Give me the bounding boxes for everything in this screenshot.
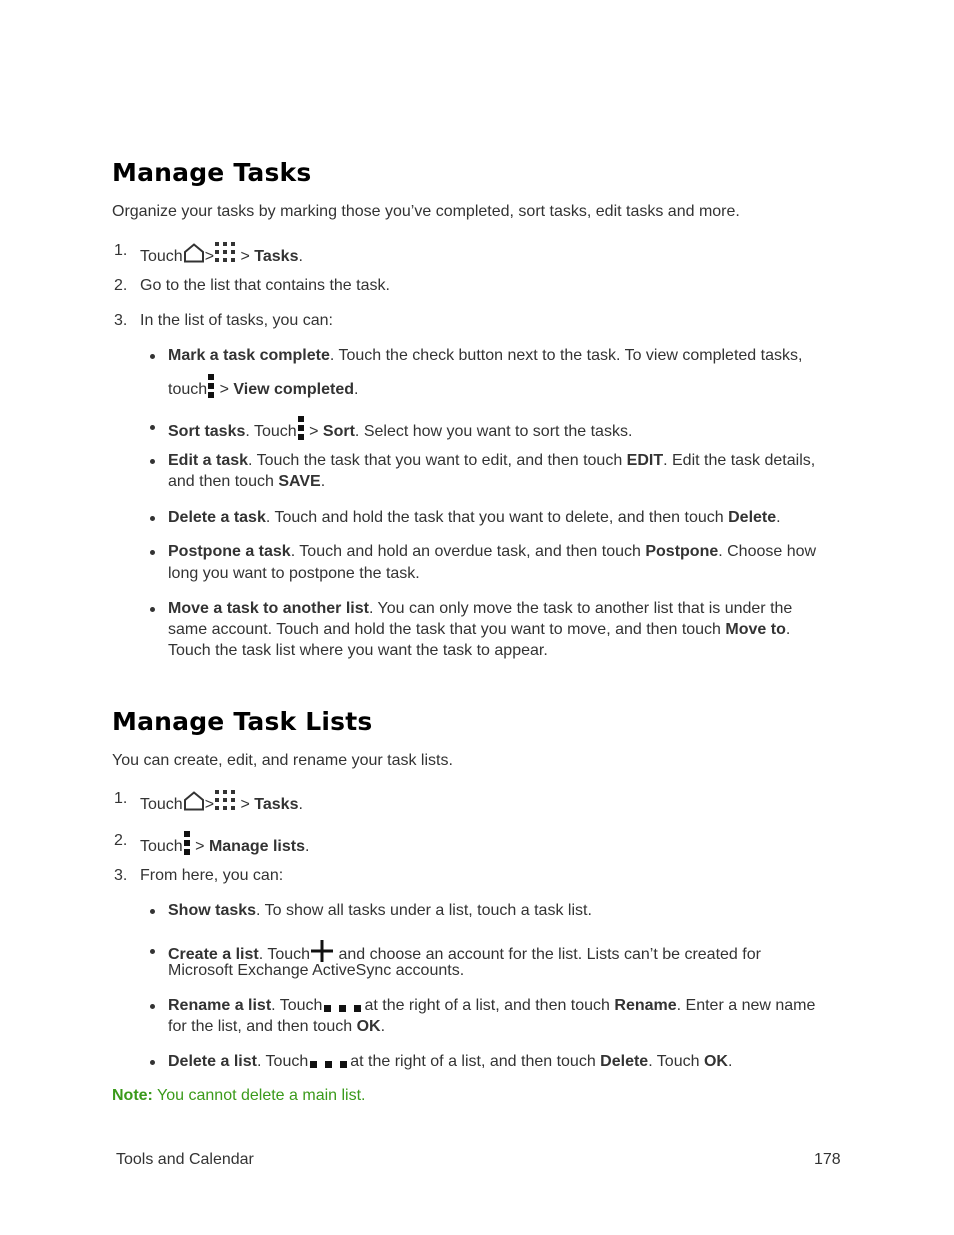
- bold-term: Mark a task complete: [168, 347, 330, 364]
- separator: >: [240, 796, 250, 813]
- bold-term: Delete: [600, 1053, 649, 1070]
- bold-term: Sort tasks: [168, 423, 246, 440]
- bullet-text: . Touch: [258, 946, 311, 963]
- more-horizontal-icon: [322, 997, 364, 1018]
- bullet-text: same account. Touch and hold the task that you want to move, and then touch: [168, 621, 726, 638]
- bold-term: Rename: [614, 997, 677, 1014]
- bullet-text: . Touch: [648, 1053, 704, 1070]
- bullet-rename-list: [168, 995, 815, 1018]
- step-number: 2.: [114, 277, 128, 294]
- bullet-postpone-task-line2: long you want to postpone the task.: [168, 565, 420, 582]
- bullet-text: and choose an account for the list. Lists can’t be created for: [338, 946, 761, 963]
- bullet-postpone-task: [168, 541, 816, 562]
- bullet-text: . Touch: [271, 997, 323, 1014]
- bullet-text: . Touch and hold an overdue task, and then touch: [290, 543, 646, 560]
- bold-term: EDIT: [626, 452, 664, 469]
- bullet: [150, 1004, 155, 1009]
- bold-term: Show tasks: [168, 902, 257, 919]
- punct: .: [304, 838, 310, 855]
- bold-term: Create a list: [168, 946, 259, 963]
- footer-chapter: Tools and Calendar: [116, 1151, 254, 1168]
- separator: >: [219, 381, 229, 398]
- bullet-text: . Touch and hold the task that you want to delete, and then touch: [265, 509, 729, 526]
- bullet-mark-complete-line2: [168, 374, 358, 402]
- home-icon: [183, 243, 205, 269]
- bold-term: OK: [703, 1053, 728, 1070]
- punct: .: [380, 1018, 386, 1035]
- bullet-delete-task: [168, 507, 781, 528]
- bullet-text: touch: [168, 381, 208, 398]
- bullet-text: . To show all tasks under a list, touch a task list.: [256, 902, 592, 919]
- step-3: From here, you can:: [140, 867, 284, 884]
- bold-term: Edit a task: [168, 452, 249, 469]
- apps-icon: [214, 789, 236, 817]
- bold-term: Delete a list: [168, 1053, 257, 1070]
- apps-icon: [214, 241, 236, 269]
- bullet-edit-task-line2: [168, 471, 325, 492]
- separator: >: [309, 423, 319, 440]
- bullet-text: . You can only move the task to another list that is under the: [368, 600, 793, 617]
- step-text: Touch: [140, 796, 183, 813]
- punct: .: [320, 473, 326, 490]
- bold-term: SAVE: [278, 473, 321, 490]
- bold-term: Rename a list: [168, 997, 272, 1014]
- section-title-manage-tasks: Manage Tasks: [112, 158, 312, 187]
- step-text: Touch: [140, 248, 183, 265]
- step-number: 1.: [114, 242, 128, 259]
- step-number: 3.: [114, 867, 128, 884]
- punct: .: [727, 1053, 733, 1070]
- punct: .: [785, 621, 791, 638]
- bullet-text: . Choose how: [718, 543, 817, 560]
- bullet-text: . Edit the task details,: [663, 452, 816, 469]
- bullet-show-tasks: [168, 900, 592, 921]
- more-vertical-icon: [297, 416, 305, 444]
- bullet-text: . Touch: [245, 423, 297, 440]
- bold-term: Delete a task: [168, 509, 266, 526]
- step-number: 1.: [114, 790, 128, 807]
- bullet: [150, 425, 155, 430]
- bullet: [150, 607, 155, 612]
- bullet-edit-task: [168, 450, 815, 471]
- separator: >: [204, 248, 215, 265]
- bold-term: View completed: [233, 381, 355, 398]
- bullet-create-list-line2: Microsoft Exchange ActiveSync accounts.: [168, 962, 465, 979]
- footer-page-number: 178: [814, 1151, 841, 1168]
- bullet-move-task-line3: Touch the task list where you want the task to appear.: [168, 642, 548, 659]
- bold-term: Postpone a task: [168, 543, 291, 560]
- bullet-text: for the list, and then touch: [168, 1018, 357, 1035]
- section-intro: Organize your tasks by marking those you’ve completed, sort tasks, edit tasks and more.: [112, 203, 740, 220]
- step-text: Touch: [140, 838, 183, 855]
- bullet-rename-list-line2: [168, 1016, 385, 1037]
- separator: >: [204, 796, 215, 813]
- more-horizontal-icon: [308, 1053, 350, 1074]
- step-3: In the list of tasks, you can:: [140, 312, 333, 329]
- bullet-delete-list: [168, 1051, 732, 1074]
- bullet-mark-complete: [168, 345, 802, 366]
- punct: .: [298, 248, 303, 265]
- step-2: Go to the list that contains the task.: [140, 277, 390, 294]
- home-icon: [183, 791, 205, 817]
- note-text: You cannot delete a main list.: [152, 1087, 366, 1104]
- bullet: [150, 550, 155, 555]
- bold-term: Manage lists: [208, 838, 305, 855]
- step-number: 3.: [114, 312, 128, 329]
- bullet: [150, 949, 155, 954]
- note-label: Note:: [112, 1087, 153, 1104]
- punct: .: [298, 796, 303, 813]
- bold-term: Sort: [322, 423, 355, 440]
- step-1: [140, 789, 303, 817]
- bullet-text: . Touch: [256, 1053, 309, 1070]
- bold-term: Delete: [728, 509, 777, 526]
- bullet-text: . Enter a new name: [676, 997, 816, 1014]
- separator: >: [195, 838, 205, 855]
- bullet-text: and then touch: [168, 473, 279, 490]
- separator: >: [240, 248, 250, 265]
- bold-term: OK: [356, 1018, 381, 1035]
- punct: .: [776, 509, 781, 526]
- step-2: [140, 831, 309, 859]
- bold-term: Tasks: [254, 796, 299, 813]
- bullet-text: . Touch the check button next to the task. To view completed tasks,: [329, 347, 803, 364]
- bullet-text: at the right of a list, and then touch: [350, 1053, 601, 1070]
- more-vertical-icon: [183, 831, 191, 859]
- bullet-sort-tasks: [168, 416, 632, 444]
- bold-term: Move a task to another list: [168, 600, 369, 617]
- bullet-move-task: [168, 598, 792, 619]
- bullet-text: at the right of a list, and then touch: [364, 997, 615, 1014]
- note: [112, 1087, 365, 1105]
- bullet-text: . Touch the task that you want to edit, and then touch: [248, 452, 627, 469]
- punct: .: [354, 381, 359, 398]
- bullet: [150, 354, 155, 359]
- bold-term: Tasks: [254, 248, 299, 265]
- bullet: [150, 909, 155, 914]
- bold-term: Move to: [725, 621, 786, 638]
- bullet-text: . Select how you want to sort the tasks.: [354, 423, 633, 440]
- section-title-manage-task-lists: Manage Task Lists: [112, 707, 373, 736]
- more-vertical-icon: [207, 374, 215, 402]
- bullet: [150, 516, 155, 521]
- bullet: [150, 459, 155, 464]
- step-1: [140, 241, 303, 269]
- bullet: [150, 1060, 155, 1065]
- bold-term: Postpone: [645, 543, 719, 560]
- section-intro: You can create, edit, and rename your task lists.: [112, 752, 453, 769]
- bullet-move-task-line2: [168, 619, 790, 640]
- step-number: 2.: [114, 832, 128, 849]
